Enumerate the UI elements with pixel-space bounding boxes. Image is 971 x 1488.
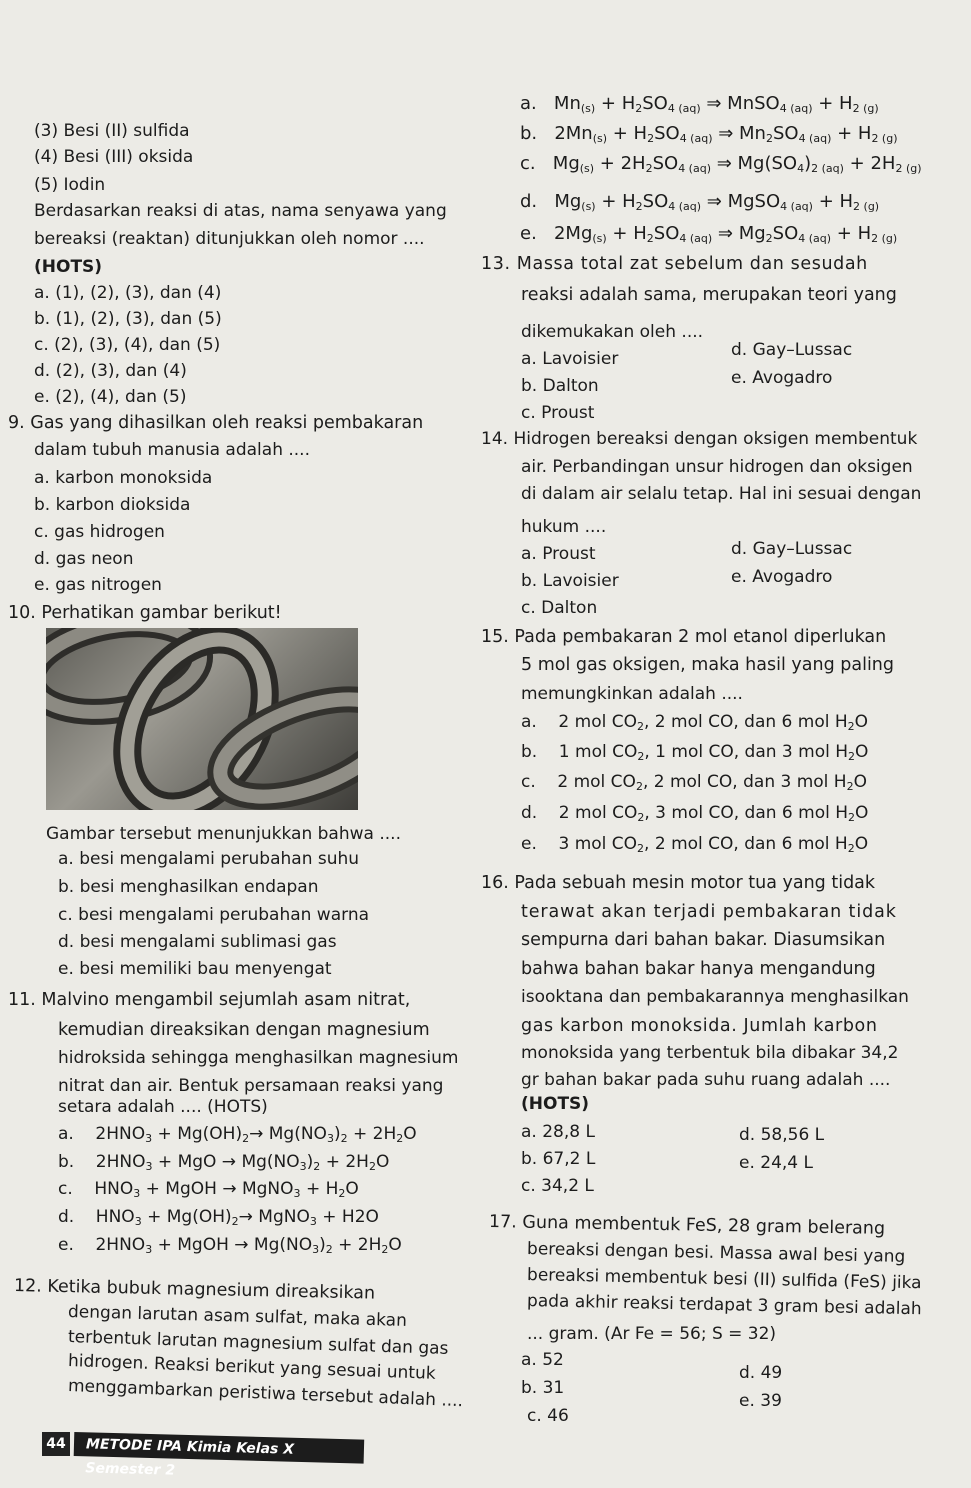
question-text: hidroksida sehingga menghasilkan magnesium [58,1048,459,1068]
question-text: bereaksi dengan besi. Massa awal besi yang [526,1239,906,1267]
option-a: a. 52 [521,1350,564,1370]
rusty-chain-icon [46,628,358,810]
option-c: c. besi mengalami perubahan warna [58,905,370,925]
option-b: b. 1 mol $CO_2$, 1 mol CO, dan 3 mol $H_2O$ [521,742,869,763]
question-text: 11. Malvino mengambil sejumlah asam nitrat, [8,990,411,1010]
option-a: a. karbon monoksida [34,468,213,488]
option-d: d. $Mg_{(s)} + H_2SO_{4 (aq)}$ ⇒ MgSO$_{4 (aq)}$ + $H_{2 (g)}$ [520,191,880,213]
question-text: hidrogen. Reaksi berikut yang sesuai untuk [67,1351,436,1384]
hots-label: (HOTS) [34,257,103,277]
option-c: c. 2 mol $CO_2$, 2 mol CO, dan 3 mol $H_2O$ [521,772,867,793]
option-d: d. Gay–Lussac [731,340,853,360]
question-text: menggambarkan peristiwa tersebut adalah .... [67,1376,464,1412]
question-text: gr bahan bakar pada suhu ruang adalah .... [521,1070,891,1090]
option-a: a. 28,8 L [521,1122,595,1142]
option-c: c. $Mg_{(s)} + 2H_2SO_{4 (aq)}$ ⇒ $Mg(SO_4)_{2 (aq)} + 2H_{2 (g)}$ [520,153,922,175]
option-d: d. (2), (3), dan (4) [34,361,187,381]
option-b: b. Dalton [521,376,599,396]
option-d: d. $HNO_3 + Mg(OH)_2\to$ MgNO$_3$ + H2O [58,1207,379,1228]
option-c: c. Proust [521,403,595,423]
option-b: b. Lavoisier [521,571,619,591]
option-a: a. Lavoisier [521,349,619,369]
option-e: e. (2), (4), dan (5) [34,387,187,407]
option-c: c. 34,2 L [521,1176,594,1196]
option-b: b. (1), (2), (3), dan (5) [34,309,222,329]
option-c: c. $HNO_3$ + MgOH → MgNO$_3$ + $H_2O$ [58,1179,359,1200]
option-e: e. $2Mg_{(s)} + H_2SO_{4 (aq)}$ ⇒ $Mg_2SO_{4 (aq)} + H_{2 (g)}$ [520,223,898,245]
question-text: hukum .... [521,517,607,537]
question-text: 9. Gas yang dihasilkan oleh reaksi pembakaran [8,413,424,433]
option-d: d. gas neon [34,549,134,569]
option-e: e. 39 [739,1391,782,1411]
option-b: b. $2HNO_3$ + MgO → $Mg(NO_3)_2 + 2H_2O$ [58,1152,390,1173]
option-a: a. Proust [521,544,596,564]
question-text: 12. Ketika bubuk magnesium direaksikan [13,1276,376,1304]
figure-caption: Gambar tersebut menunjukkan bahwa .... [46,824,401,844]
list-item: (4) Besi (III) oksida [34,147,194,167]
option-d: d. 49 [739,1363,783,1383]
question-text: terawat akan terjadi pembakaran tidak [521,902,897,922]
question-text: 5 mol gas oksigen, maka hasil yang paling [521,655,895,675]
option-e: e. gas nitrogen [34,575,162,595]
question-text: gas karbon monoksida. Jumlah karbon [521,1016,878,1036]
option-d: d. 58,56 L [739,1125,825,1145]
question-text: memungkinkan adalah .... [521,684,743,704]
question-text: 14. Hidrogen bereaksi dengan oksigen membentuk [481,429,918,449]
option-b: b. $2Mn_{(s)} + H_2SO_{4 (aq)}$ ⇒ $Mn_2SO_{4 (aq)} + H_{2 (g)}$ [520,123,898,145]
question-text: kemudian direaksikan dengan magnesium [58,1020,430,1040]
question-text: bereaksi membentuk besi (II) sulfida (FeS) jika [526,1265,922,1294]
question-text: 16. Pada sebuah mesin motor tua yang tidak [481,873,876,893]
option-a: a. $2HNO_3 + Mg(OH)_2\to Mg(NO_3)_2 + 2H_2O$ [58,1124,417,1145]
question-text: 13. Massa total zat sebelum dan sesudah [481,254,868,274]
option-e: e. 24,4 L [739,1153,813,1173]
question-text: ... gram. (Ar Fe = 56; S = 32) [527,1324,777,1344]
option-e: e. besi memiliki bau menyengat [58,959,332,979]
question-text: dikemukakan oleh .... [521,322,704,342]
question-text: dengan larutan asam sulfat, maka akan [67,1302,408,1331]
question-text: 10. Perhatikan gambar berikut! [8,603,282,623]
option-d: d. Gay–Lussac [731,539,853,559]
question-text: pada akhir reaksi terdapat 3 gram besi adalah [526,1291,922,1320]
option-e: e. $2HNO_3$ + MgOH → $Mg(NO_3)_2 + 2H_2O$ [58,1235,402,1256]
question-text: isooktana dan pembakarannya menghasilkan [521,987,909,1007]
question-text: reaksi adalah sama, merupakan teori yang [521,285,897,305]
question-text: monoksida yang terbentuk bila dibakar 34,2 [521,1043,899,1063]
question-text: setara adalah .... (HOTS) [58,1097,268,1117]
question-text: di dalam air selalu tetap. Hal ini sesuai dengan [521,484,922,504]
chain-image [46,628,358,810]
page-number: 44 [42,1432,70,1456]
option-a: a. besi mengalami perubahan suhu [58,849,360,869]
option-b: b. karbon dioksida [34,495,191,515]
hots-label: (HOTS) [521,1094,590,1114]
list-item: (3) Besi (II) sulfida [34,121,190,141]
option-a: a. 2 mol $CO_2$, 2 mol CO, dan 6 mol $H_2O$ [521,712,869,733]
question-text: sempurna dari bahan bakar. Diasumsikan [521,930,886,950]
question-text: dalam tubuh manusia adalah .... [34,440,310,460]
list-item: (5) Iodin [34,175,106,195]
question-text: nitrat dan air. Bentuk persamaan reaksi yang [58,1076,444,1096]
option-e: e. 3 mol $CO_2$, 2 mol CO, dan 6 mol $H_2O$ [521,834,869,855]
option-c: c. Dalton [521,598,598,618]
option-d: d. besi mengalami sublimasi gas [58,932,337,952]
option-b: b. 67,2 L [521,1149,596,1169]
question-text: bereaksi (reaktan) ditunjukkan oleh nomor .... [34,229,425,249]
question-text: terbentuk larutan magnesium sulfat dan gas [67,1327,449,1359]
question-text: Berdasarkan reaksi di atas, nama senyawa yang [34,201,447,221]
question-text: 17. Guna membentuk FeS, 28 gram belerang [488,1212,886,1239]
question-text: bahwa bahan bakar hanya mengandung [521,959,876,979]
option-d: d. 2 mol $CO_2$, 3 mol CO, dan 6 mol $H_2O$ [521,803,869,824]
option-c: c. 46 [527,1406,569,1426]
option-c: c. gas hidrogen [34,522,165,542]
option-e: e. Avogadro [731,368,833,388]
option-b: b. 31 [521,1378,565,1398]
option-b: b. besi menghasilkan endapan [58,877,319,897]
option-a: a. (1), (2), (3), dan (4) [34,283,222,303]
option-a: a. $Mn_{(s)} + H_2SO_{4 (aq)}$ ⇒ MnSO$_{4 (aq)}$ + $H_{2 (g)}$ [520,93,879,115]
option-c: c. (2), (3), (4), dan (5) [34,335,221,355]
question-text: 15. Pada pembakaran 2 mol etanol diperlukan [481,627,887,647]
option-e: e. Avogadro [731,567,833,587]
book-title: METODE IPA Kimia Kelas X Semester 2 [74,1432,365,1464]
question-text: air. Perbandingan unsur hidrogen dan oksigen [521,457,913,477]
